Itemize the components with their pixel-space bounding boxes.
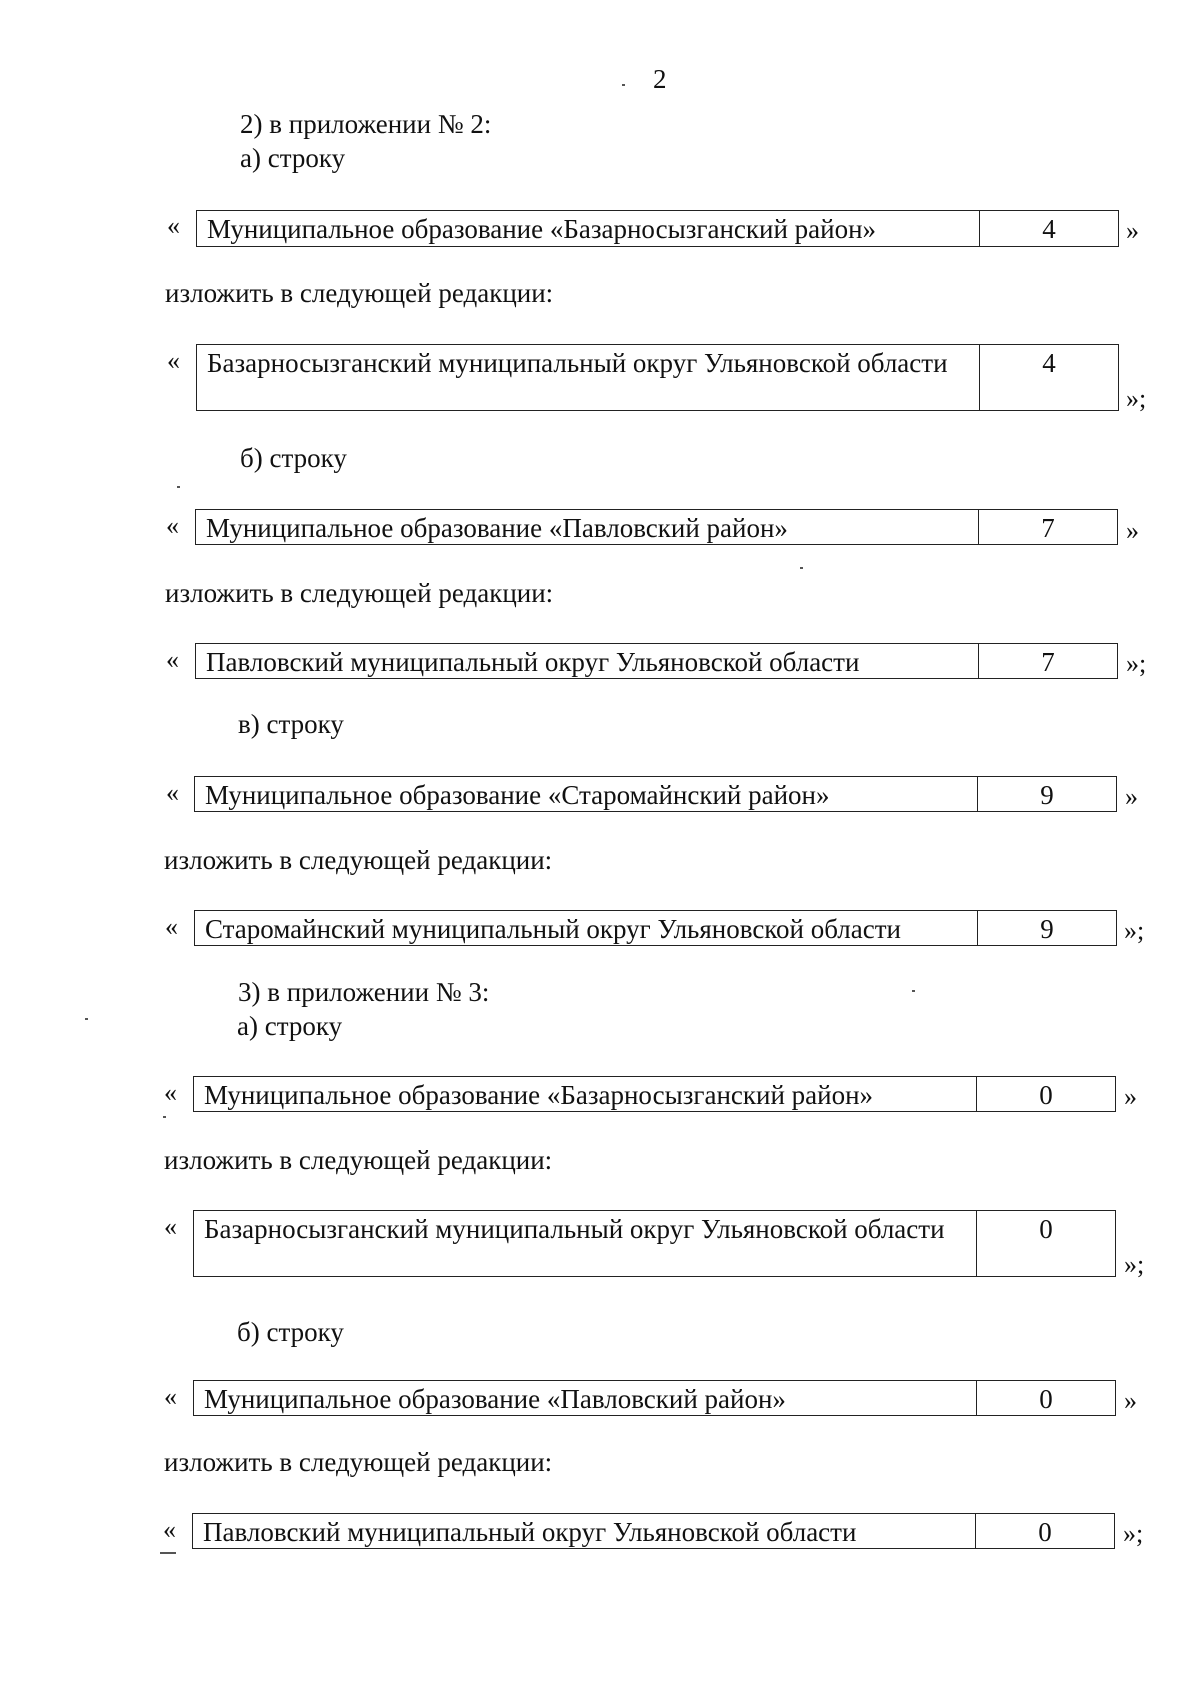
row-name-cell: Муниципальное образование «Базарносызганский район» xyxy=(197,211,980,246)
scan-speck xyxy=(160,1552,176,1554)
row-value-cell: 0 xyxy=(1039,1080,1053,1110)
replace-instruction: изложить в следующей редакции: xyxy=(164,1447,553,1477)
quote-close: »; xyxy=(1126,384,1147,413)
replace-instruction: изложить в следующей редакции: xyxy=(165,278,554,308)
scan-speck xyxy=(912,990,915,992)
quote-close: »; xyxy=(1124,1250,1145,1279)
quote-open: « xyxy=(167,346,180,375)
row-value-cell: 9 xyxy=(1040,914,1054,944)
table-row-new xyxy=(195,643,1118,679)
quote-close: » xyxy=(1126,516,1139,545)
row-value-cell: 9 xyxy=(1040,780,1054,810)
row-name-cell: Базарносызганский муниципальный округ Ульяновской области xyxy=(194,1211,977,1276)
quote-close: » xyxy=(1124,1082,1137,1111)
section-2-heading: 2) в приложении № 2: xyxy=(240,109,492,139)
quote-open: « xyxy=(167,211,180,240)
row-value-cell: 0 xyxy=(1039,1384,1053,1414)
table-row-new xyxy=(196,344,1119,411)
row-value-cell: 4 xyxy=(1042,214,1056,244)
quote-close: » xyxy=(1126,216,1139,245)
row-value-cell: 0 xyxy=(1038,1517,1052,1547)
scan-speck xyxy=(622,84,625,86)
quote-open: « xyxy=(164,1078,177,1107)
quote-close: » xyxy=(1125,782,1138,811)
replace-instruction: изложить в следующей редакции: xyxy=(164,1145,553,1175)
row-name-cell: Муниципальное образование «Павловский район» xyxy=(196,510,979,544)
quote-open: « xyxy=(166,645,179,674)
quote-open: « xyxy=(166,778,179,807)
section-3b-label: б) строку xyxy=(237,1317,344,1347)
table-row-old xyxy=(194,776,1117,812)
table-row-new xyxy=(192,1513,1115,1549)
quote-close: »; xyxy=(1126,649,1147,678)
row-name-cell: Павловский муниципальный округ Ульяновской области xyxy=(196,644,979,678)
replace-instruction: изложить в следующей редакции: xyxy=(165,578,554,608)
scan-speck xyxy=(177,486,180,488)
row-name-cell: Старомайнский муниципальный округ Ульяновской области xyxy=(195,911,978,945)
section-2c-label: в) строку xyxy=(238,709,344,739)
table-row-old xyxy=(193,1076,1116,1112)
row-value-cell: 4 xyxy=(1042,348,1056,378)
table-row-new xyxy=(193,1210,1116,1277)
section-2a-label: а) строку xyxy=(240,143,346,173)
row-name-cell: Базарносызганский муниципальный округ Ульяновской области xyxy=(197,345,980,410)
quote-close: »; xyxy=(1124,916,1145,945)
quote-close: » xyxy=(1124,1386,1137,1415)
quote-close: »; xyxy=(1123,1519,1144,1548)
row-name-cell: Муниципальное образование «Старомайнский район» xyxy=(195,777,978,811)
row-value-cell: 7 xyxy=(1041,647,1055,677)
table-row-old xyxy=(193,1380,1116,1416)
scan-speck xyxy=(163,1116,166,1118)
section-3-heading: 3) в приложении № 3: xyxy=(238,977,490,1007)
row-name-cell: Павловский муниципальный округ Ульяновской области xyxy=(193,1514,976,1548)
table-row-old xyxy=(195,509,1118,545)
quote-open: « xyxy=(166,511,179,540)
row-name-cell: Муниципальное образование «Базарносызганский район» xyxy=(194,1077,977,1111)
table-row-old xyxy=(196,210,1119,247)
quote-open: « xyxy=(165,912,178,941)
quote-open: « xyxy=(164,1382,177,1411)
table-row-new xyxy=(194,910,1117,946)
scan-speck xyxy=(85,1018,88,1020)
quote-open: « xyxy=(164,1212,177,1241)
row-value-cell: 7 xyxy=(1041,513,1055,543)
page-number: 2 xyxy=(653,64,667,94)
row-value-cell: 0 xyxy=(1039,1214,1053,1244)
scan-speck xyxy=(800,567,803,569)
quote-open: « xyxy=(163,1515,176,1544)
row-name-cell: Муниципальное образование «Павловский район» xyxy=(194,1381,977,1415)
section-2b-label: б) строку xyxy=(240,443,347,473)
replace-instruction: изложить в следующей редакции: xyxy=(164,845,553,875)
section-3a-label: а) строку xyxy=(237,1011,343,1041)
